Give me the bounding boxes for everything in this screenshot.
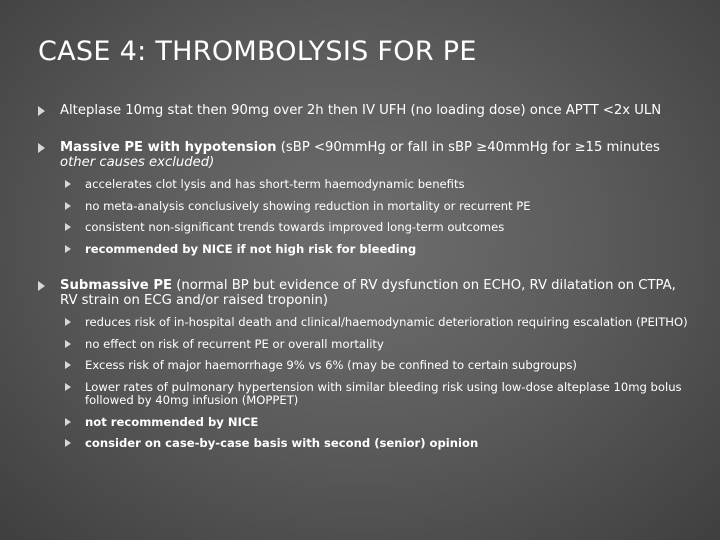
sub-bullet-text: recommended by NICE if not high risk for bleeding (85, 241, 417, 256)
sub-bullet-bold (63, 416, 688, 430)
bullet-text: (normal BP but evidence of RV dysfunction on ECHO, RV dilatation on CTPA, RV strain on ECG and/or raised troponin) (60, 278, 676, 308)
sub-bullet-text: consistent non-significant trends towards improved long-term outcomes (85, 220, 505, 234)
bullet-text: Alteplase 10mg stat then 90mg over 2h then IV UFH (no loading dose) once APTT <2x ULN (60, 103, 662, 118)
bullet-arrow-icon (38, 143, 45, 153)
bullet-arrow-icon (38, 106, 45, 116)
slide-title: CASE 4: THROMBOLYSIS FOR PE (38, 36, 477, 67)
sub-bullet (63, 178, 688, 192)
sub-bullet-arrow-icon (65, 245, 71, 253)
bullet-text: (sBP <90mmHg or fall in sBP ≥40mmHg for ≥15 minutes (276, 140, 660, 155)
bullet-alteplase (38, 103, 688, 118)
sub-bullet-text: consider on case-by-case basis with second (senior) opinion (85, 436, 479, 450)
sub-bullet (63, 221, 688, 235)
sub-bullet-bold (63, 437, 688, 451)
sub-bullet-arrow-icon (65, 202, 71, 210)
sub-bullet (63, 381, 688, 408)
sub-bullet-arrow-icon (65, 318, 71, 326)
bullet-massive-pe (38, 140, 688, 256)
sub-bullet-text: accelerates clot lysis and has short-term haemodynamic benefits (85, 177, 465, 191)
sub-bullet-arrow-icon (65, 383, 71, 391)
slide-body (38, 103, 688, 473)
sub-bullet-arrow-icon (65, 439, 71, 447)
bullet-italic-text: other causes excluded) (60, 155, 215, 170)
sub-bullet-arrow-icon (65, 418, 71, 426)
bullet-arrow-icon (38, 281, 45, 291)
sub-bullet-arrow-icon (65, 180, 71, 188)
sub-bullet (63, 338, 688, 352)
sub-bullet-bold (63, 243, 688, 257)
sub-bullet-arrow-icon (65, 340, 71, 348)
sub-bullet-text: no meta-analysis conclusively showing reduction in mortality or recurrent PE (85, 198, 531, 213)
sub-bullet-text: reduces risk of in-hospital death and clinical/haemodynamic deterioration requiring escalation (PEITHO) (85, 315, 688, 329)
sub-bullet (63, 316, 688, 330)
sub-bullet-text: Excess risk of major haemorrhage 9% vs 6% (may be confined to certain subgroups) (85, 358, 577, 372)
sub-bullet (63, 200, 688, 214)
sub-bullet-list (63, 178, 688, 256)
sub-bullet (63, 359, 688, 373)
sub-bullet-text: not recommended by NICE (85, 414, 259, 429)
sub-bullet-arrow-icon (65, 223, 71, 231)
sub-bullet-arrow-icon (65, 361, 71, 369)
sub-bullet-text: no effect on risk of recurrent PE or overall mortality (85, 336, 384, 351)
bullet-heading: Massive PE with hypotension (60, 140, 277, 155)
sub-bullet-list (63, 316, 688, 451)
sub-bullet-text: Lower rates of pulmonary hypertension with similar bleeding risk using low-dose alteplase 10mg bolus followed by 40mg infusion (MOPPET) (85, 379, 682, 407)
bullet-submassive-pe (38, 278, 688, 451)
bullet-heading: Submassive PE (60, 278, 172, 293)
